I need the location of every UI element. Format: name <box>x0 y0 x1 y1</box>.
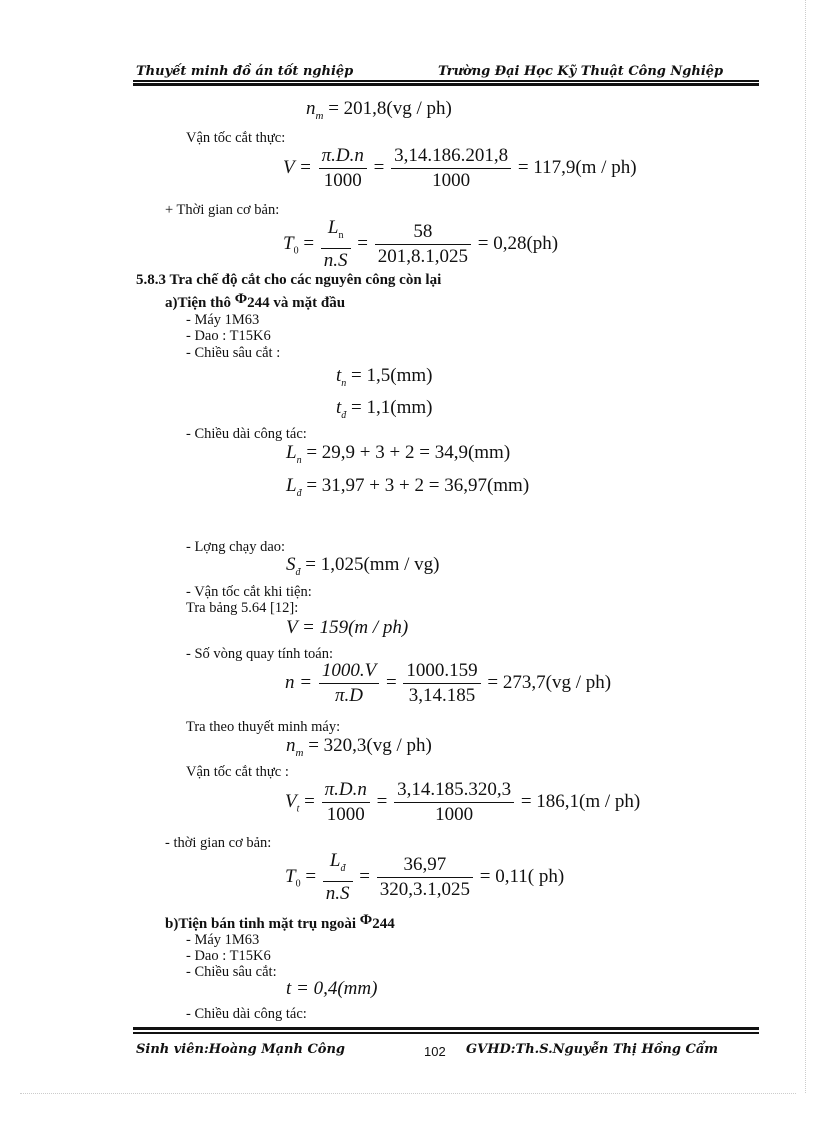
eq-Sd: $S_đ = 1,025(mm / vg)$ <box>286 554 440 578</box>
section-heading: 5.8.3 Tra chế độ cắt cho các nguyên công còn lại <box>136 272 442 288</box>
feed-label: - Lợng chạy dao: <box>186 539 286 555</box>
eq-t-1: $T_0$ = $\frac{L_n}{n.S}$ = $\frac{58}{201,8.1,025}$ = 0,28(ph) <box>283 217 559 271</box>
header-rule-thick <box>133 83 759 86</box>
eq-nm-1: $n_m = 201,8(vg / ph)$ <box>306 98 452 122</box>
page-number: 102 <box>424 1044 446 1059</box>
tool-b: - Dao : T15K6 <box>186 948 271 964</box>
machine-spec-label: Tra theo thuyết minh máy: <box>186 719 341 735</box>
subsection-b-heading: b)Tiện bán tinh mặt trụ ngoài Φ244 <box>165 912 395 932</box>
label-vantoc-1: Vận tốc cắt thực: <box>186 130 286 146</box>
eq-t04: t = 0,4(mm) <box>286 978 378 999</box>
eq-v-1: V = $\frac{\pi.D.n}{1000}$ = $\frac{3,14.186.201,8}{1000}$ = 117,9(m / ph) <box>283 145 637 191</box>
rpm-label: - Số vòng quay tính toán: <box>186 646 334 662</box>
table-ref: Tra bảng 5.64 [12]: <box>186 600 299 616</box>
eq-Ld: $L_đ = 31,97 + 3 + 2 = 36,97(mm)$ <box>286 475 530 499</box>
speed-label: - Vận tốc cắt khi tiện: <box>186 584 312 600</box>
eq-Ln: $L_n = 29,9 + 3 + 2 = 34,9(mm)$ <box>286 442 511 466</box>
footer-rule-thin <box>133 1032 759 1034</box>
eq-n: n = $\frac{1000.V}{\pi.D}$ = $\frac{1000.159}{3,14.185}$ = 273,7(vg / ph) <box>285 660 612 706</box>
label-thoigian-1: + Thời gian cơ bản: <box>165 202 280 218</box>
footer-right: GVHD:Th.S.Nguyễn Thị Hồng Cẩm <box>466 1042 719 1057</box>
eq-td: $t_đ = 1,1(mm)$ <box>336 397 433 421</box>
eq-V159: V = 159(m / ph) <box>286 617 409 638</box>
eq-vt: $V_t$ = $\frac{\pi.D.n}{1000}$ = $\frac{3,14.185.320,3}{1000}$ = 186,1(m / ph) <box>285 779 641 825</box>
length-label-b: - Chiều dài công tác: <box>186 1006 307 1022</box>
footer-rule-thick <box>133 1027 759 1030</box>
header-left: Thuyết minh đồ án tốt nghiệp <box>136 64 354 79</box>
machine-b: - Máy 1M63 <box>186 932 260 948</box>
tool-a: - Dao : T15K6 <box>186 328 271 344</box>
depth-label-b: - Chiều sâu cắt: <box>186 964 277 980</box>
eq-tn: $t_n = 1,5(mm)$ <box>336 365 433 389</box>
footer-left: Sinh viên:Hoàng Mạnh Công <box>136 1042 346 1057</box>
eq-t-2: $T_0$ = $\frac{L_đ}{n.S}$ = $\frac{36,97}{320,3.1,025}$ = 0,11( ph) <box>285 850 565 904</box>
machine-a: - Máy 1M63 <box>186 312 260 328</box>
page-edge-dotted-vertical <box>805 0 806 1093</box>
length-label-a: - Chiều dài công tác: <box>186 426 307 442</box>
header-rule-thin <box>133 80 759 82</box>
label-vantoc-2: Vận tốc cắt thực : <box>186 764 289 780</box>
label-thoigian-2: - thời gian cơ bản: <box>165 835 272 851</box>
page-edge-dotted <box>20 1093 796 1094</box>
eq-nm-2: $n_m = 320,3(vg / ph)$ <box>286 735 432 759</box>
subsection-a-heading: a)Tiện thô Φ244 và mặt đầu <box>165 291 346 311</box>
header-right: Trường Đại Học Kỹ Thuật Công Nghiệp <box>438 64 724 79</box>
depth-label-a: - Chiều sâu cắt : <box>186 345 281 361</box>
